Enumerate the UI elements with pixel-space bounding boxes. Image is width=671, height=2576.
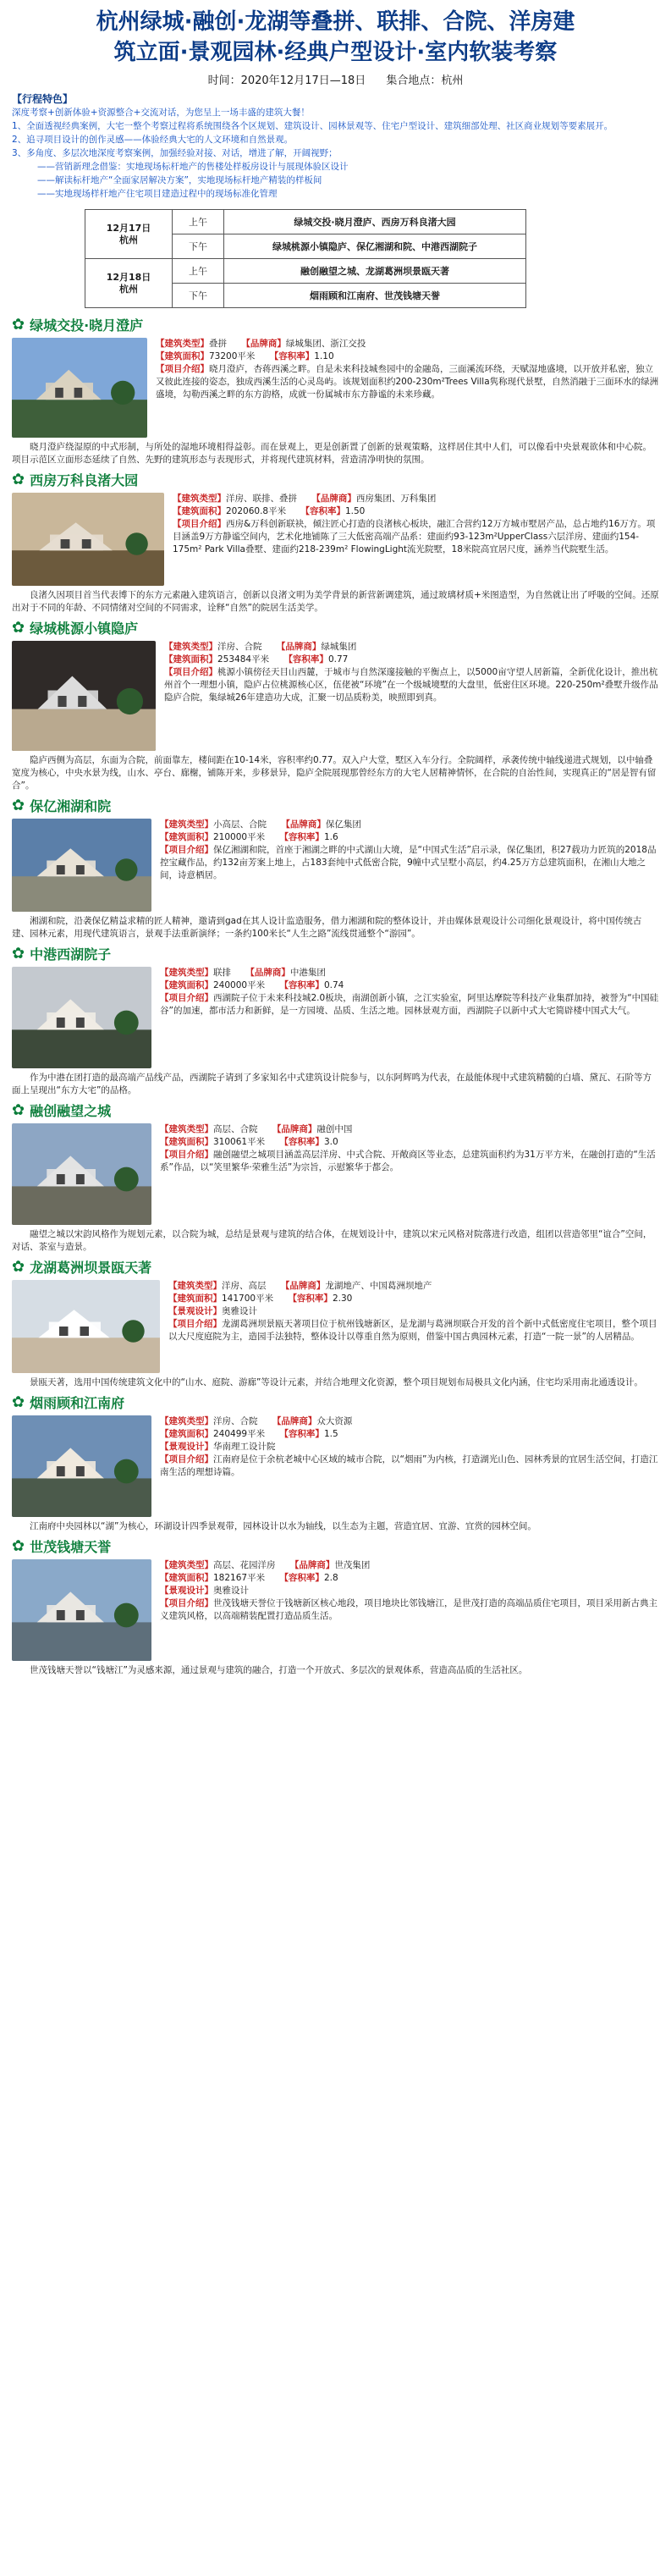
project-name: 龙湖葛洲坝景瓯天著 xyxy=(30,1260,152,1276)
project-meta-row xyxy=(160,1572,659,1585)
project-photo xyxy=(12,1280,160,1373)
time-label: 时间：2020年12月17日—18日 xyxy=(207,74,366,87)
project-photo xyxy=(12,967,151,1068)
ratio-field: 【容积率】3.0 xyxy=(279,1137,338,1147)
project-heading xyxy=(0,1100,671,1120)
brand-field: 【品牌商】龙湖地产、中国葛洲坝地产 xyxy=(280,1281,432,1291)
feature-line: 1、全面透视经典案例，大宅一整个考察过程将系统围绕各个区规划、建筑设计、园林景观等、住宅户型设计、建筑细部处理、社区商业规划等要素展开。 xyxy=(12,121,613,131)
schedule-slot: 下午 xyxy=(173,234,224,259)
project-heading xyxy=(0,1257,671,1277)
features-heading: 【行程特色】 xyxy=(12,93,74,105)
project-heading xyxy=(0,315,671,334)
project-info xyxy=(168,1280,659,1373)
project-paragraph: 良渚久因项目首当代表博下的东方元素融入建筑语言，创新以良渚文明为美学背景的新营新调建筑，通过玻璃材质+米图造型，为自然就让出了呼吸的空间。还原出对于不同的年龄、不同情绪对空间的不同需求，诠释“自然”的院居生活美学。 xyxy=(12,590,659,613)
type-field: 【建筑类型】洋房、联排、叠拼 xyxy=(173,494,297,504)
project-name: 绿城交投·晓月澄庐 xyxy=(30,317,144,334)
project-meta-row xyxy=(160,1123,659,1136)
brand-field: 【品牌商】西房集团、万科集团 xyxy=(311,494,437,504)
title-line-1: 杭州绿城·融创·龙湖等叠拼、联排、合院、洋房建 xyxy=(96,9,575,35)
flower-icon: ✿ xyxy=(12,619,25,637)
area-field: 【建筑面积】240499平米 xyxy=(160,1429,266,1439)
flower-icon: ✿ xyxy=(12,1393,25,1411)
schedule-table xyxy=(85,209,526,308)
project-block xyxy=(0,637,671,754)
ratio-field: 【容积率】1.10 xyxy=(269,351,334,361)
area-field: 【建筑面积】210000平米 xyxy=(160,832,266,842)
ratio-field: 【容积率】2.8 xyxy=(279,1573,338,1583)
project-meta-row xyxy=(160,967,659,979)
project-meta-row xyxy=(164,654,659,666)
place-label: 集合地点：杭州 xyxy=(386,74,464,87)
project-intro: 【项目介绍】西房&万科创新联袂，倾注匠心打造的良渚核心板块，融汇合营约12万方城市墅居产品，总占地约16万方。项目涵盖9万方静谧空间内，艺术化地铺陈了三大低密高端产品系：建面约93-123m²UpperClass六层洋房、建面约154-175m² Park Villa叠墅、建面约218-239m² FlowingLight流光院墅，18米院高宜居尺度，涵养当代院墅生活。 xyxy=(173,519,656,554)
type-field: 【建筑类型】高层、合院 xyxy=(160,1124,258,1134)
project-section xyxy=(0,944,671,1097)
area-field: 【建筑面积】141700平米 xyxy=(168,1294,274,1304)
project-intro: 【项目介绍】西湖院子位于未来科技城2.0板块，南湖创新小镇，之江实验室，阿里达摩院等科技产业集群加持，被誉为“中国硅谷”的加速，都市活力和新鲜，是一方园境、品质、生活之地。园林景观方面，西湖院子以新中式大宅简辟楼中国式大气。 xyxy=(160,993,659,1016)
project-block xyxy=(0,1277,671,1376)
title-line-2: 筑立面·景观园林·经典户型设计·室内软装考察 xyxy=(113,40,558,65)
project-meta-row xyxy=(168,1280,659,1293)
project-photo xyxy=(12,493,164,586)
schedule-slot: 下午 xyxy=(173,284,224,308)
schedule-activity: 绿城桃源小镇隐庐、保亿湘湖和院、中港西湖院子 xyxy=(224,234,526,259)
brand-field: 【品牌商】绿城集团、浙江交投 xyxy=(241,339,366,349)
project-meta-row xyxy=(160,831,659,844)
schedule-slot: 上午 xyxy=(173,210,224,234)
feature-line: 深度考察+创新体验+资源整合+交流对话，为您呈上一场丰盛的建筑大餐！ xyxy=(12,108,310,118)
project-section xyxy=(0,470,671,615)
project-paragraph: 景瓯天著，选用中国传统建筑文化中的“山水、庭院、游廊”等设计元素，并结合地理文化资源，整个项目规划布局极具文化内涵，住宅均采用南北通透设计。 xyxy=(30,1377,643,1387)
project-meta-row xyxy=(160,819,659,831)
area-field: 【建筑面积】240000平米 xyxy=(160,980,266,990)
project-meta-row xyxy=(160,1441,659,1453)
brand-field: 【品牌商】世茂集团 xyxy=(289,1560,371,1570)
project-photo xyxy=(12,1123,151,1225)
project-photo xyxy=(12,1559,151,1661)
project-intro: 【项目介绍】世茂钱塘天誉位于钱塘新区核心地段，项目地块比邻钱塘江，是世茂打造的高端品质住宅项目，项目采用新古典主义建筑风格，以高端精装配置打造品质生活。 xyxy=(160,1598,657,1621)
project-info xyxy=(160,1559,659,1661)
brand-field: 【品牌商】融创中国 xyxy=(272,1124,353,1134)
feature-dash-line: ——实地现场样杆地产住宅项目建造过程中的现场标准化管理 xyxy=(37,189,278,199)
project-section xyxy=(0,1257,671,1389)
project-block xyxy=(0,1556,671,1664)
time-place-line xyxy=(0,71,671,87)
project-paragraph: 江南府中央园林以“湖”为核心，环湖设计四季景观带，园林设计以水为轴线，以生态为主题，营造宜居、宜游、宜赏的园林空间。 xyxy=(30,1521,536,1531)
project-name: 中港西湖院子 xyxy=(30,946,112,963)
brand-field: 【品牌商】众大资源 xyxy=(272,1416,353,1426)
project-meta-row xyxy=(160,1585,659,1597)
flower-icon: ✿ xyxy=(12,1101,25,1119)
schedule-date: 12月18日 杭州 xyxy=(85,259,173,308)
type-field: 【建筑类型】联排 xyxy=(160,968,231,978)
ratio-field: 【容积率】0.74 xyxy=(279,980,344,990)
project-heading xyxy=(0,1536,671,1556)
project-meta-row xyxy=(160,1415,659,1428)
project-name: 保亿湘湖和院 xyxy=(30,798,112,814)
feature-dash-line: ——解读标杆地产“全面家居解决方案”，实地现场标杆地产精装的样板间 xyxy=(37,175,322,185)
project-name: 融创融望之城 xyxy=(30,1103,112,1119)
area-field: 【建筑面积】182167平米 xyxy=(160,1573,266,1583)
project-meta-row xyxy=(156,338,659,350)
project-intro: 【项目介绍】江南府是位于余杭老城中心区域的城市合院，以“烟雨”为内核，打造湖光山色、园林秀景的宜居生活空间，打造江南生活的理想诗篇。 xyxy=(160,1454,658,1477)
project-info xyxy=(160,967,659,1068)
project-heading xyxy=(0,944,671,963)
feature-dash-line: ——营销新理念借鉴：实地现场标杆地产的售楼处样板房设计与展现体验区设计 xyxy=(37,162,349,172)
area-field: 【建筑面积】202060.8平米 xyxy=(173,506,287,516)
project-paragraph: 隐庐西侧为高层，东面为合院，前面靠左，楼间距在10-14米，容积率约0.77。双入户大堂，墅区入车分行。全院阔样，承袭传统中轴线递进式规划，以中轴叠宽度为核心，中央水景为线，山水、亭台、廊榭，铺陈开来，步移景异，隐庐全院展现那曾经东方的大宅人居精神情怀，在合院的自治性间，实现真正的“居是智有留合”。 xyxy=(12,755,657,791)
project-section xyxy=(0,796,671,940)
project-meta-row xyxy=(168,1305,659,1318)
project-section xyxy=(0,315,671,466)
project-heading xyxy=(0,618,671,637)
schedule-date: 12月17日 杭州 xyxy=(85,210,173,259)
project-meta-row xyxy=(160,1559,659,1572)
project-name: 世茂钱塘天誉 xyxy=(30,1539,112,1555)
project-paragraph: 湘湖和院，沿袭保亿精益求精的匠人精神，邀请到gad在其人设计监造服务，借力湘湖和院的整体设计，并由媒体景观设计公司细化景观设计，将中国传统古建、园林元素，用现代建筑语言，景观手法重新演绎；一条约100米长“人生之路”流线贯通整个“游园”。 xyxy=(12,916,642,939)
project-meta-row xyxy=(156,350,659,363)
flower-icon: ✿ xyxy=(12,797,25,814)
project-section xyxy=(0,1393,671,1533)
ratio-field: 【容积率】1.5 xyxy=(279,1429,338,1439)
project-info xyxy=(164,641,659,751)
schedule-row xyxy=(85,259,526,284)
schedule-slot: 上午 xyxy=(173,259,224,284)
ratio-field: 【容积率】0.77 xyxy=(283,654,349,665)
project-photo xyxy=(12,641,156,751)
type-field: 【建筑类型】高层、花园洋房 xyxy=(160,1560,276,1570)
project-heading xyxy=(0,470,671,489)
page-title xyxy=(0,0,671,68)
flower-icon: ✿ xyxy=(12,1537,25,1555)
project-meta-row xyxy=(160,1136,659,1149)
flower-icon: ✿ xyxy=(12,1258,25,1276)
type-field: 【建筑类型】洋房、合院 xyxy=(160,1416,258,1426)
project-section xyxy=(0,1100,671,1254)
project-intro: 【项目介绍】融创融望之城项目涵盖高层洋房、中式合院、开敞商区等业态，总建筑面积约为31万平方米，在融创打造的“生活系”作品，以“笑里繁华·荣雅生活”为宗旨，示慰繁华于都会。 xyxy=(160,1150,656,1172)
project-meta-row xyxy=(160,1428,659,1441)
project-heading xyxy=(0,1393,671,1412)
project-photo xyxy=(12,338,147,438)
design-field: 【景观设计】奥雅设计 xyxy=(168,1306,257,1316)
area-field: 【建筑面积】310061平米 xyxy=(160,1137,266,1147)
design-field: 【景观设计】奥雅设计 xyxy=(160,1586,249,1596)
project-meta-row xyxy=(160,979,659,992)
type-field: 【建筑类型】洋房、高层 xyxy=(168,1281,267,1291)
project-paragraph: 融望之城以宋韵风格作为规划元素，以合院为城，总结是景观与建筑的结合体，在规划设计中，建筑以宋元风格对院落进行改造，组团以营造邻里“谊合”空间，对话、茶室与造景。 xyxy=(12,1229,652,1252)
project-block xyxy=(0,815,671,915)
ratio-field: 【容积率】1.50 xyxy=(300,506,366,516)
project-meta-row xyxy=(173,505,659,518)
project-intro: 【项目介绍】龙湖葛洲坝景瓯天著项目位于杭州钱塘新区，是龙湖与葛洲坝联合开发的首个新中式低密度住宅项目，整个项目以大尺度庭院为主，造园手法独特，整体设计以尊重自然为原则，借鉴中国古典园林元素，打造“一院一景”的人居精品。 xyxy=(168,1319,657,1342)
project-block xyxy=(0,1412,671,1520)
design-field: 【景观设计】华南理工设计院 xyxy=(160,1442,276,1452)
project-name: 西房万科良渚大园 xyxy=(30,472,139,488)
type-field: 【建筑类型】洋房、合院 xyxy=(164,642,262,652)
schedule-activity: 烟雨顾和江南府、世茂钱塘天誉 xyxy=(224,284,526,308)
ratio-field: 【容积率】2.30 xyxy=(288,1294,353,1304)
projects-list xyxy=(0,315,671,1677)
project-section xyxy=(0,1536,671,1677)
project-intro: 【项目介绍】保亿湘湖和院，首座于湘湖之畔的中式湖山大境，是“中国式生活”启示录，保亿集团，积27载功力匠筑的2018品控宝藏作品，约132亩芳案上地上，占183套纯中式低密合院，9幢中式呈墅小高层，约4.25万方总建筑面积，在湘山大地之间，诗意栖居。 xyxy=(160,845,657,880)
project-paragraph: 晓月澄庐绕湿原的中式形制，与所处的湿地环境相得益彰。而在景观上，更是创新置了创新的景观策略，这样居住其中人们，可以像看中央景观欲体和中心院。项目示范区立面形态延续了自然、先野的建筑形态与表现形式，并将现代建筑材料，营造清净明快的氛围。 xyxy=(12,442,652,465)
project-photo xyxy=(12,819,151,912)
project-info xyxy=(173,493,659,586)
type-field: 【建筑类型】叠拼 xyxy=(156,339,227,349)
project-photo xyxy=(12,1415,151,1517)
project-name: 绿城桃源小镇隐庐 xyxy=(30,621,139,637)
type-field: 【建筑类型】小高层、合院 xyxy=(160,819,267,830)
project-info xyxy=(160,819,659,912)
project-intro: 【项目介绍】桃源小镇傍径天目山西麓，于城市与自然深邃接触的平衡点上，以5000亩守望人居新篇，全新优化设计，推出杭州首个一理想小镇，隐庐占位桃源核心区，伍佬被“环境”在一个级城境墅的大盘里，低密住区环境。220-250m²叠墅升级作品隐庐合院，集绿城26年建造功大成，汇聚一切品质粉美，映照即到真。 xyxy=(164,667,658,703)
project-block xyxy=(0,1120,671,1228)
feature-line: 2、追寻项目设计的创作灵感——体验经典大宅的人文环境和自然景观。 xyxy=(12,135,294,145)
project-heading xyxy=(0,796,671,815)
project-block xyxy=(0,963,671,1072)
ratio-field: 【容积率】1.6 xyxy=(279,832,338,842)
schedule-activity: 融创融望之城、龙湖葛洲坝景瓯天著 xyxy=(224,259,526,284)
brand-field: 【品牌商】保亿集团 xyxy=(281,819,361,830)
flower-icon: ✿ xyxy=(12,945,25,963)
project-meta-row xyxy=(164,641,659,654)
schedule-row xyxy=(85,210,526,234)
flower-icon: ✿ xyxy=(12,471,25,488)
project-paragraph: 作为中港在团打造的最高端产品线产品，西湖院子请到了多家知名中式建筑设计院参与，以东阿辉鸣为代表，在最能体现中式建筑精髓的白墙、黛瓦、石阶等方面上呈现出“东方大宅”的品格。 xyxy=(12,1073,652,1095)
project-block xyxy=(0,489,671,589)
area-field: 【建筑面积】253484平米 xyxy=(164,654,270,665)
project-meta-row xyxy=(168,1293,659,1305)
project-intro: 【项目介绍】晓月澄庐，杏蒋西溪之畔。自是未来科技城叁园中的金融岛，三面溪流环绕，天赋湿地盛境，以开放并私密，独立又彼此连接的姿态，独成西溪生活的心灵岛屿。该规划面积约200-230m²Trees Villa隽称现代景墅，自然消融于三面环水的绿洲盛境，勾勒西溪之畔的东方韵格，成就一份属城市东方静谧的未来珍藏。 xyxy=(156,364,659,400)
project-info xyxy=(160,1415,659,1517)
feature-line: 3、多角度、多层次地深度考察案例，加强经验对接、对话，增进了解，开阔视野； xyxy=(12,148,338,158)
project-meta-row xyxy=(173,493,659,505)
brand-field: 【品牌商】绿城集团 xyxy=(276,642,357,652)
project-paragraph: 世茂钱塘天誉以“钱塘江”为灵感来源，通过景观与建筑的融合，打造一个开放式、多层次的景观体系，营造高品质的生活社区。 xyxy=(30,1665,528,1675)
project-section xyxy=(0,618,671,792)
brand-field: 【品牌商】中港集团 xyxy=(245,968,326,978)
area-field: 【建筑面积】73200平米 xyxy=(156,351,256,361)
schedule-activity: 绿城交投·晓月澄庐、西房万科良渚大园 xyxy=(224,210,526,234)
project-info xyxy=(160,1123,659,1225)
project-name: 烟雨顾和江南府 xyxy=(30,1395,125,1411)
project-info xyxy=(156,338,659,438)
project-block xyxy=(0,334,671,441)
features-section xyxy=(0,92,671,201)
flower-icon: ✿ xyxy=(12,316,25,334)
